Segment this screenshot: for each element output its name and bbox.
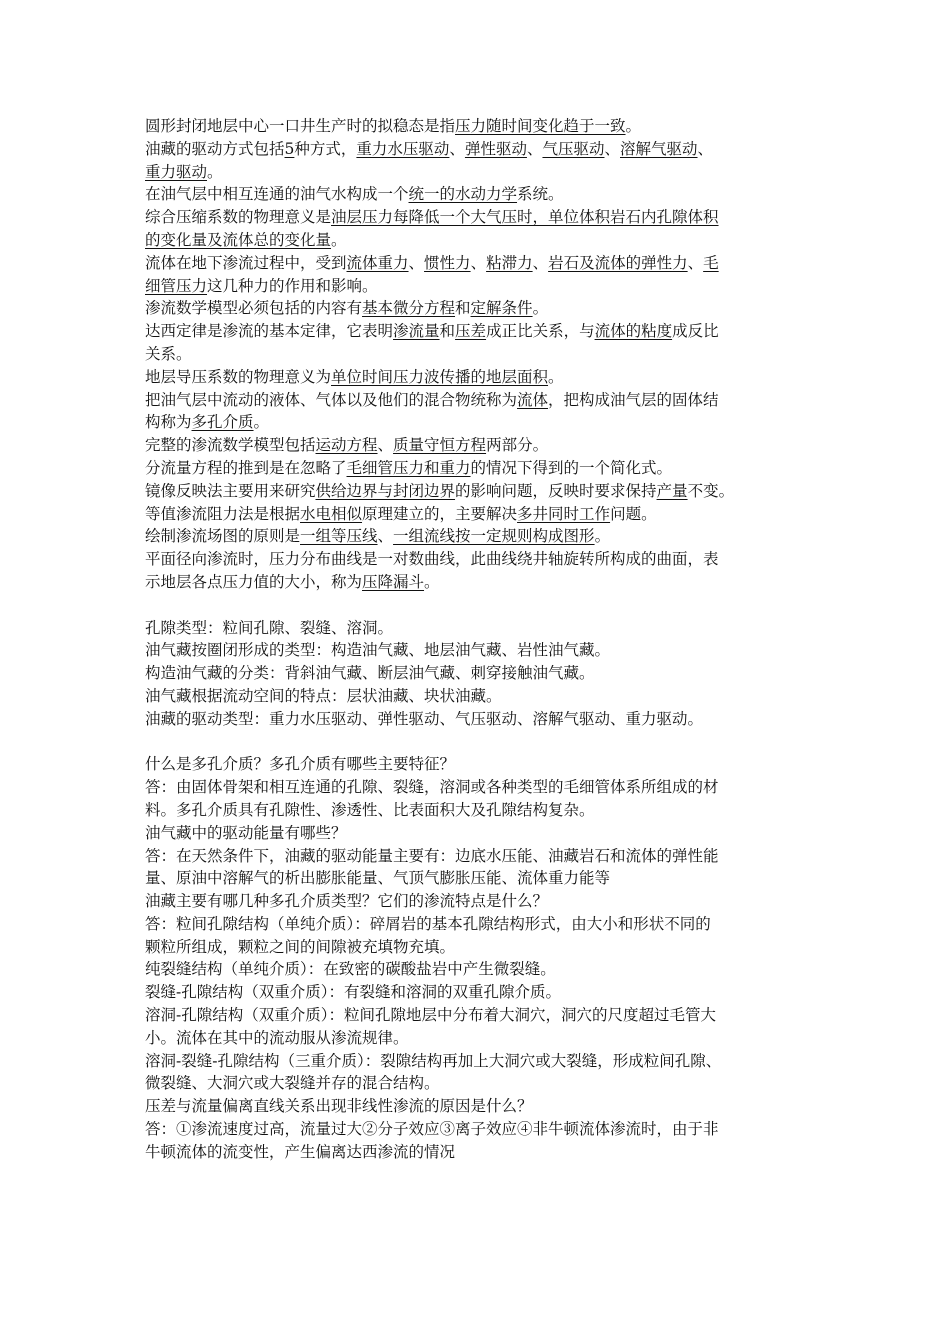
underlined-answer: 水电相似 [300, 504, 363, 523]
text-run: 答：在天然条件下，油藏的驱动能量主要有：边底水压能、油藏岩石和流体的弹性能 [145, 846, 719, 865]
text-run: 构称为 [145, 413, 192, 432]
text-run: 综合压缩系数的物理意义是 [145, 208, 332, 227]
text-run: 油藏的驱动类型：重力水压驱动、弹性驱动、气压驱动、溶解气驱动、重力驱动。 [145, 709, 704, 728]
text-line [145, 753, 835, 776]
text-run: 两部分。 [486, 436, 549, 455]
text-line [145, 845, 835, 868]
underlined-answer: 定解条件 [470, 299, 533, 318]
text-line [145, 411, 835, 434]
text-run: 油藏的驱动方式包括 [145, 139, 285, 158]
underlined-answer: 5 [284, 139, 295, 158]
text-run: 构造油气藏的分类：背斜油气藏、断层油气藏、刺穿接触油气藏。 [145, 664, 595, 683]
underlined-answer: 弹性驱动 [464, 139, 527, 158]
blank-line [145, 594, 835, 617]
underlined-answer: 溶解气驱动 [620, 139, 698, 158]
underlined-answer: 统一的水动力学 [408, 185, 518, 204]
text-line [145, 776, 835, 799]
text-run: 原理建立的，主要解决 [362, 504, 518, 523]
text-run: 和 [455, 299, 471, 318]
underlined-answer: 重力水压驱动 [356, 139, 450, 158]
text-run: 、 [604, 139, 620, 158]
text-run: 不变。 [687, 481, 735, 500]
text-line [145, 1118, 835, 1141]
text-line [145, 1095, 835, 1118]
underlined-answer: 重力驱动 [145, 162, 208, 181]
underlined-answer: 压差 [455, 322, 487, 341]
text-line [145, 936, 835, 959]
text-run: 的影响问题，反映时要求保持 [455, 481, 657, 500]
text-run: 油藏主要有哪几种多孔介质类型？它们的渗流特点是什么？ [145, 892, 549, 911]
text-run: 达西定律是渗流的基本定律，它表明 [145, 322, 394, 341]
text-line [145, 138, 835, 161]
text-run: 示地层各点压力值的大小，称为 [145, 572, 363, 591]
text-line [145, 1141, 835, 1164]
text-run: 孔隙类型：粒间孔隙、裂缝、溶洞。 [145, 618, 394, 637]
underlined-answer: 的变化量及流体总的变化量 [145, 230, 332, 249]
text-run: 、 [697, 139, 714, 158]
text-line [145, 1050, 835, 1073]
text-run: 、 [377, 527, 394, 546]
text-run: 、 [449, 139, 465, 158]
document-body [145, 115, 835, 1164]
text-line [145, 275, 835, 298]
text-run: 。 [207, 162, 223, 181]
underlined-answer: 供给边界与封闭边界 [315, 481, 456, 500]
text-line [145, 799, 835, 822]
text-line [145, 457, 835, 480]
text-run: 和 [439, 322, 456, 341]
underlined-answer: 一组等压线 [300, 527, 378, 546]
underlined-answer: 流体 [517, 390, 549, 409]
text-run: 关系。 [145, 344, 192, 363]
underlined-answer: 多井同时工作 [517, 504, 611, 523]
blank-line [145, 731, 835, 754]
text-run: 。 [548, 367, 564, 386]
text-run: 镜像反映法主要用来研究 [145, 481, 316, 500]
text-run: 这几种力的作用和影响。 [207, 276, 378, 295]
text-run: 溶洞-裂缝-孔隙结构（三重介质）：裂隙结构再加上大洞穴或大裂缝，形成粒间孔隙、 [145, 1051, 722, 1070]
text-run: 、 [470, 253, 487, 272]
text-run: 量、原油中溶解气的析出膨胀能量、气顶气膨胀压能、流体重力能等 [145, 869, 611, 888]
text-line [145, 913, 835, 936]
text-line [145, 685, 835, 708]
text-run: 答：①渗流速度过高，流量过大②分子效应③离子效应④非牛顿流体渗流时，由于非 [145, 1120, 719, 1139]
underlined-answer: 基本微分方程 [362, 299, 456, 318]
text-run: 牛顿流体的流变性，产生偏离达西渗流的情况 [145, 1142, 456, 1161]
text-run: 答：由固体骨架和相互连通的孔隙、裂缝，溶洞或各种类型的毛细管体系所组成的材 [145, 778, 719, 797]
text-run: 什么是多孔介质？多孔介质有哪些主要特征？ [145, 755, 456, 774]
text-run: 绘制渗流场图的原则是 [145, 527, 301, 546]
text-line [145, 434, 835, 457]
underlined-answer: 运动方程 [315, 436, 378, 455]
text-line [145, 297, 835, 320]
text-run: 分流量方程的推到是在忽略了 [145, 458, 347, 477]
text-run: 微裂缝、大洞穴或大裂缝并存的混合结构。 [145, 1074, 440, 1093]
underlined-answer: 流体的粘度 [594, 322, 673, 341]
underlined-answer: 毛细管压力和重力 [346, 458, 471, 477]
text-line [145, 617, 835, 640]
text-run: 成反比 [672, 322, 719, 341]
text-run: 颗粒所组成，颗粒之间的间隙被充填物充填。 [145, 937, 456, 956]
text-run: 油气藏中的驱动能量有哪些？ [145, 823, 347, 842]
underlined-answer: 流体重力 [346, 253, 409, 272]
underlined-answer: 质量守恒方程 [393, 436, 487, 455]
text-line [145, 252, 835, 275]
text-line [145, 206, 835, 229]
underlined-answer: 粘滞力 [486, 253, 533, 272]
text-run: 料。多孔介质具有孔隙性、渗透性、比表面积大及孔隙结构复杂。 [145, 800, 595, 819]
text-line [145, 662, 835, 685]
underlined-answer: 气压驱动 [542, 139, 605, 158]
text-line [145, 366, 835, 389]
text-run: 裂缝-孔隙结构（双重介质）：有裂缝和溶洞的双重孔隙介质。 [145, 983, 561, 1002]
underlined-answer: 毛 [703, 253, 719, 272]
underlined-answer: 单位时间压力波传播的地层面积 [331, 367, 549, 386]
text-run: 成正比关系，与 [486, 322, 595, 341]
underlined-answer: 多孔介质 [191, 413, 254, 432]
text-run: 等值渗流阻力法是根据 [145, 504, 301, 523]
text-line [145, 503, 835, 526]
text-line [145, 480, 835, 503]
text-run: 平面径向渗流时，压力分布曲线是一对数曲线，此曲线绕井轴旋转所构成的曲面，表 [145, 550, 719, 569]
text-run: ，把构成油气层的固体结 [548, 390, 719, 409]
text-run: 压差与流量偏离直线关系出现非线性渗流的原因是什么？ [145, 1097, 533, 1116]
text-line [145, 389, 835, 412]
text-run: 流体在地下渗流过程中，受到 [145, 253, 347, 272]
text-line [145, 958, 835, 981]
text-line [145, 1004, 835, 1027]
text-line [145, 115, 835, 138]
text-run: 、 [532, 253, 549, 272]
underlined-answer: 惯性力 [424, 253, 471, 272]
text-line [145, 639, 835, 662]
text-run: 圆形封闭地层中心一口井生产时的拟稳态是指 [145, 117, 456, 135]
text-run: 油气藏按圈闭形成的类型：构造油气藏、地层油气藏、岩性油气藏。 [145, 641, 611, 660]
text-line [145, 548, 835, 571]
text-line [145, 867, 835, 890]
text-run: 把油气层中流动的液体、气体以及他们的混合物统称为 [145, 390, 518, 409]
text-line [145, 571, 835, 594]
underlined-answer: 油层压力每降低一个大气压时，单位体积岩石内孔隙体积 [331, 208, 719, 227]
text-line [145, 320, 835, 343]
text-run: 在油气层中相互连通的油气水构成一个 [145, 185, 409, 204]
text-line [145, 981, 835, 1004]
text-run: 。 [253, 413, 270, 432]
text-run: 的情况下得到的一个简化式。 [470, 458, 673, 477]
underlined-answer: 压降漏斗 [362, 572, 425, 591]
text-run: 种方式， [294, 139, 357, 158]
text-line [145, 1072, 835, 1095]
text-line [145, 525, 835, 548]
text-run: 。 [532, 299, 549, 318]
text-line [145, 183, 835, 206]
text-run: 完整的渗流数学模型包括 [145, 436, 316, 455]
text-run: 、 [687, 253, 704, 272]
text-run: 溶洞-孔隙结构（双重介质）：粒间孔隙地层中分布着大洞穴，洞穴的尺度超过毛管大 [145, 1006, 716, 1025]
text-run: 问题。 [610, 504, 657, 523]
text-line [145, 1027, 835, 1050]
text-line [145, 343, 835, 366]
text-line [145, 822, 835, 845]
underlined-answer: 细管压力 [145, 276, 208, 295]
text-run: 渗流数学模型必须包括的内容有 [145, 299, 363, 318]
text-run: 。 [424, 572, 440, 591]
text-line [145, 229, 835, 252]
text-line [145, 890, 835, 913]
underlined-answer: 产量 [656, 481, 688, 500]
text-run: 地层导压系数的物理意义为 [145, 367, 332, 386]
text-run: 、 [526, 139, 543, 158]
underlined-answer: 渗流量 [393, 322, 440, 341]
underlined-answer: 岩石及流体的弹性力 [548, 253, 688, 272]
text-run: 。 [594, 527, 611, 546]
text-run: 、 [377, 436, 394, 455]
text-run: 。 [625, 117, 642, 135]
text-run: 小。流体在其中的流动服从渗流规律。 [145, 1028, 409, 1047]
text-run: 纯裂缝结构（单纯介质）：在致密的碳酸盐岩中产生微裂缝。 [145, 960, 556, 979]
text-run: 。 [331, 230, 347, 249]
text-run: 、 [408, 253, 425, 272]
text-line [145, 161, 835, 184]
text-line [145, 708, 835, 731]
text-run: 油气藏根据流动空间的特点：层状油藏、块状油藏。 [145, 686, 502, 705]
text-run: 答：粒间孔隙结构（单纯介质）：碎屑岩的基本孔隙结构形式，由大小和形状不同的 [145, 914, 711, 933]
underlined-answer: 压力随时间变化趋于一致 [455, 117, 626, 135]
text-run: 系统。 [517, 185, 564, 204]
underlined-answer: 一组流线按一定规则构成图形 [393, 527, 595, 546]
